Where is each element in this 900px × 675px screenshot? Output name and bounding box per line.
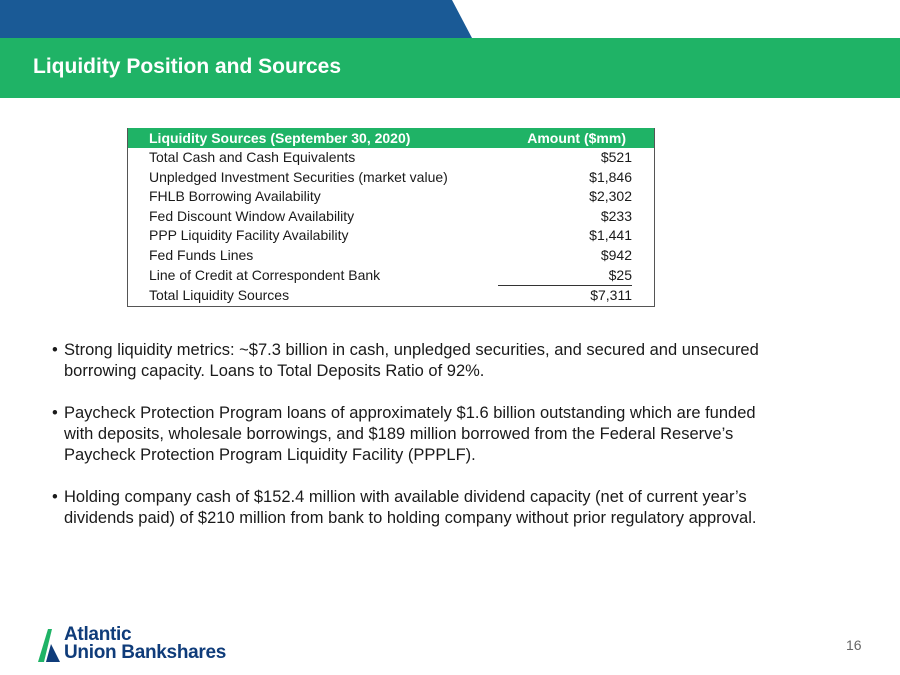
row-label: Line of Credit at Correspondent Bank: [149, 267, 381, 284]
logo-line2: Union Bankshares: [64, 642, 227, 663]
bullet-item: [54, 403, 774, 466]
bullet-text: Strong liquidity metrics: ~$7.3 billion in cash, unpledged securities, and secured and unsecured borrowing capacity. Loans to Total Deposits Ratio of 92%.: [64, 341, 759, 380]
row-amount: $521: [600, 149, 632, 165]
bullet-dot-icon: •: [52, 404, 58, 422]
logo-text: [64, 626, 226, 662]
table-row: [128, 187, 655, 207]
total-amount: $7,311: [590, 287, 632, 304]
row-amount: $25: [498, 266, 632, 287]
bullet-item: [54, 487, 774, 529]
atlantic-union-logo-icon: [36, 627, 62, 663]
row-amount: $942: [600, 246, 632, 263]
row-amount-underlined: [482, 266, 655, 287]
row-amount: $1,441: [589, 227, 632, 244]
bullet-dot-icon: •: [52, 341, 58, 359]
bullet-text: Paycheck Protection Program loans of approximately $1.6 billion outstanding which are funded with deposits, wholesale borrowings, and $189 million borrowed from the Federal Reserve’s Paycheck Protection Program Liquidity Facility (PPPLF).: [64, 404, 756, 464]
table-total-row: [128, 286, 655, 306]
row-label: PPP Liquidity Facility Availability: [149, 227, 349, 244]
bullet-dot-icon: •: [52, 488, 58, 506]
table-row: [128, 207, 655, 227]
table-row: [128, 246, 655, 266]
row-label: FHLB Borrowing Availability: [149, 188, 321, 205]
row-label: Fed Funds Lines: [149, 246, 254, 263]
table-row: [128, 226, 655, 246]
row-amount: $2,302: [589, 188, 632, 205]
bullet-text: Holding company cash of $152.4 million with available dividend capacity (net of current year’s dividends paid) of $210 million from bank to holding company without prior regulatory approval.: [64, 488, 757, 527]
company-logo: [36, 626, 276, 666]
total-label: Total Liquidity Sources: [149, 287, 290, 304]
bullet-list: [54, 340, 774, 550]
logo-line1: Atlantic: [64, 624, 132, 645]
table-header-row: [128, 128, 655, 148]
row-label: Unpledged Investment Securities (market value): [149, 168, 448, 185]
row-label: Total Cash and Cash Equivalents: [149, 149, 356, 165]
bullet-item: [54, 340, 774, 382]
table-row: [128, 168, 655, 188]
header-decoration: [0, 0, 900, 38]
table-row: [128, 266, 655, 287]
title-bar: [0, 38, 900, 98]
liquidity-sources-table: [127, 128, 655, 307]
row-amount: $233: [600, 207, 632, 224]
row-label: Fed Discount Window Availability: [149, 207, 355, 224]
table-row: [128, 148, 655, 168]
slide-title: Liquidity Position and Sources: [33, 55, 342, 78]
page-number: 16: [846, 637, 862, 653]
header-label: Liquidity Sources (September 30, 2020): [128, 128, 482, 148]
row-amount: $1,846: [589, 168, 632, 185]
header-amount: Amount ($mm): [482, 128, 655, 148]
